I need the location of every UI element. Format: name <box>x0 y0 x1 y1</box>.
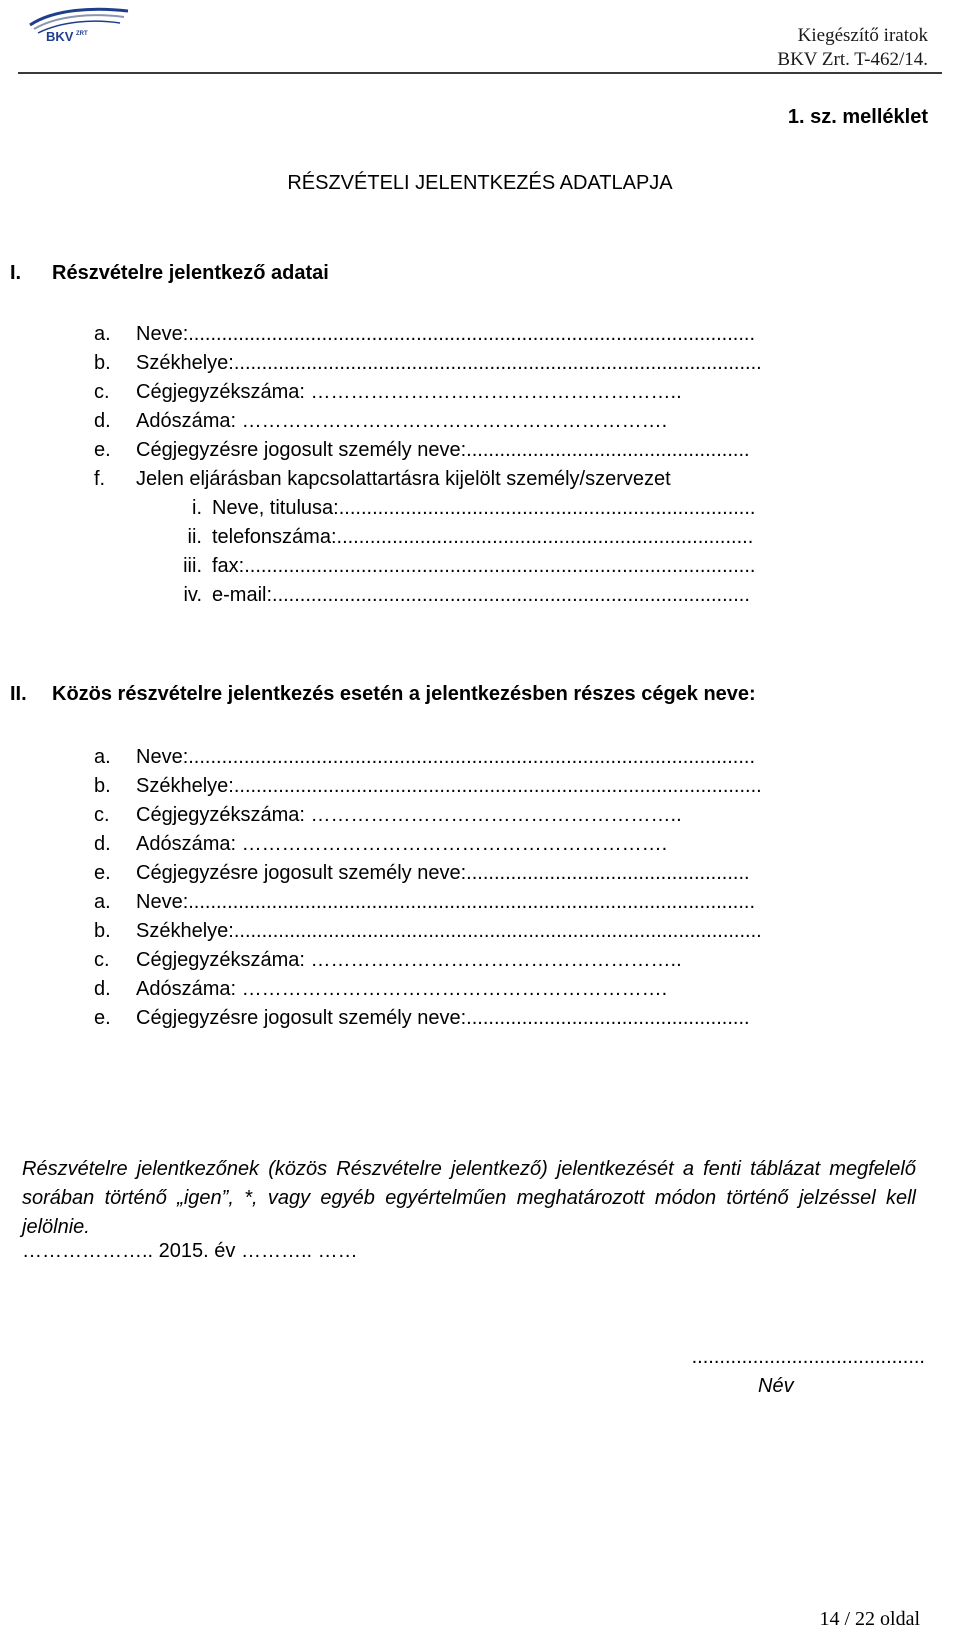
header-divider <box>18 72 942 74</box>
section-title: Közös részvételre jelentkezés esetén a jelentkezésben részes cégek neve: <box>52 683 756 705</box>
item-field: Cégjegyzékszáma: ……………………………………………….. <box>136 804 682 826</box>
sub-list-item <box>0 523 930 552</box>
item-label: b. <box>94 775 111 797</box>
list-item <box>0 743 930 772</box>
item-label: e. <box>94 862 111 884</box>
item-field: Cégjegyzékszáma: ……………………………………………….. <box>136 949 682 971</box>
section-1-heading <box>10 262 329 285</box>
item-field: Jelen eljárásban kapcsolattartásra kijelölt személy/szervezet <box>136 468 671 490</box>
section-number: I. <box>10 262 22 284</box>
item-field: Székhelye:............................................................................................... <box>136 352 762 374</box>
section-title: Részvételre jelentkező adatai <box>52 262 329 284</box>
sub-item-field: Neve, titulusa:........................................................................... <box>212 497 756 519</box>
item-label: e. <box>94 439 111 461</box>
list-item <box>0 830 930 859</box>
logo-text: BKV <box>46 29 74 44</box>
list-item <box>0 975 930 1004</box>
list-item <box>0 888 930 917</box>
item-field: Adószáma: ………………………………………………………. <box>136 978 668 1000</box>
item-label: a. <box>94 746 111 768</box>
sub-item-field: telefonszáma:........................................................................... <box>212 526 754 548</box>
sub-list-item <box>0 552 930 581</box>
page-number: 14 / 22 oldal <box>819 1608 920 1630</box>
sub-item-label: iv. <box>183 584 202 606</box>
list-item <box>0 859 930 888</box>
item-label: a. <box>94 891 111 913</box>
item-label: b. <box>94 352 111 374</box>
header-info <box>777 24 928 72</box>
item-label: b. <box>94 920 111 942</box>
list-item <box>0 320 930 349</box>
item-field: Székhelye:............................................................................................... <box>136 775 762 797</box>
item-field: Adószáma: ………………………………………………………. <box>136 833 668 855</box>
section-2-heading <box>10 683 756 706</box>
list-item <box>0 349 930 378</box>
section-2-list <box>0 743 930 1033</box>
sub-item-label: ii. <box>187 526 202 548</box>
list-item <box>0 436 930 465</box>
item-field: Cégjegyzésre jogosult személy neve:................................................... <box>136 1007 750 1029</box>
sub-item-field: fax:............................................................................................ <box>212 555 756 577</box>
list-item <box>0 801 930 830</box>
page-title: RÉSZVÉTELI JELENTKEZÉS ADATLAPJA <box>287 172 673 194</box>
instruction-note: Részvételre jelentkezőnek (közös Részvételre jelentkező) jelentkezését a fenti táblázat megfelelő sorában történő „igen”, *, vagy egyéb egyértelműen meghatározott módon történő jelzéssel kell jelölnie. <box>22 1158 916 1238</box>
list-item <box>0 1004 930 1033</box>
item-label: e. <box>94 1007 111 1029</box>
section-number: II. <box>10 683 27 705</box>
item-label: c. <box>94 381 110 403</box>
item-field: Székhelye:............................................................................................... <box>136 920 762 942</box>
sub-list-item <box>0 581 930 610</box>
item-label: f. <box>94 468 106 490</box>
item-label: d. <box>94 410 111 432</box>
item-field: Neve:...................................................................................................... <box>136 746 756 768</box>
logo-sup: ZRT <box>76 31 88 37</box>
item-field: Cégjegyzékszáma: ……………………………………………….. <box>136 381 682 403</box>
item-label: a. <box>94 323 111 345</box>
list-item <box>0 772 930 801</box>
date-line: ……………….. 2015. év ……….. …… <box>22 1240 358 1262</box>
sub-item-label: iii. <box>183 555 202 577</box>
bkv-logo <box>24 5 134 45</box>
item-field: Adószáma: ………………………………………………………. <box>136 410 668 432</box>
list-item <box>0 378 930 407</box>
annex-label: 1. sz. melléklet <box>787 106 928 128</box>
item-field: Neve:...................................................................................................... <box>136 891 756 913</box>
list-item <box>0 917 930 946</box>
sub-item-field: e-mail:...................................................................................... <box>212 584 750 606</box>
signature-line: .......................................... <box>691 1346 925 1368</box>
list-item <box>0 946 930 975</box>
doc-ref: BKV Zrt. T-462/14. <box>777 49 928 70</box>
section-1-list <box>0 320 930 610</box>
list-item <box>0 465 930 494</box>
item-field: Neve:...................................................................................................... <box>136 323 756 345</box>
item-label: d. <box>94 833 111 855</box>
list-item <box>0 407 930 436</box>
sub-item-label: i. <box>192 497 202 519</box>
sub-list-item <box>0 494 930 523</box>
item-label: d. <box>94 978 111 1000</box>
item-field: Cégjegyzésre jogosult személy neve:................................................... <box>136 439 750 461</box>
signature-name-label: Név <box>758 1375 794 1397</box>
item-label: c. <box>94 949 110 971</box>
item-field: Cégjegyzésre jogosult személy neve:................................................... <box>136 862 750 884</box>
doc-type: Kiegészítő iratok <box>797 25 928 46</box>
item-label: c. <box>94 804 110 826</box>
